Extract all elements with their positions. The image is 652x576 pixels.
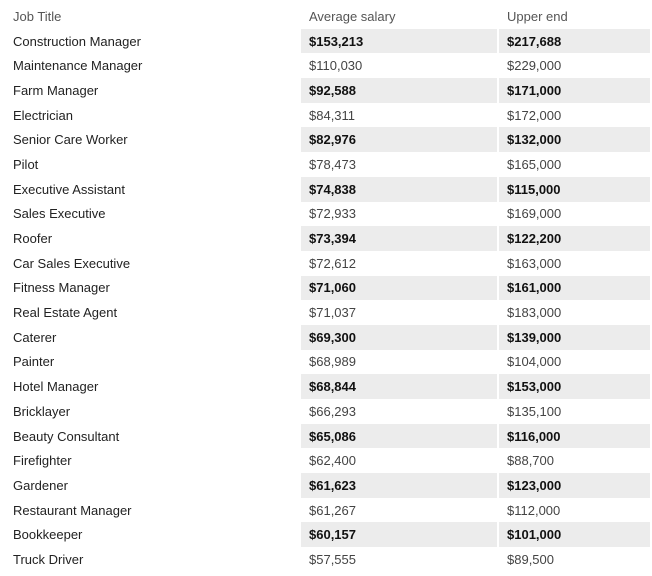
upper-end-cell: $217,688 bbox=[497, 29, 650, 54]
job-title-cell: Hotel Manager bbox=[5, 374, 299, 399]
table-row bbox=[5, 350, 650, 375]
table-row bbox=[5, 78, 650, 103]
average-salary-cell: $69,300 bbox=[299, 325, 497, 350]
column-header-upper-end: Upper end bbox=[497, 4, 650, 29]
job-title-cell: Pilot bbox=[13, 156, 39, 172]
upper-end-cell: $123,000 bbox=[497, 473, 650, 498]
upper-end-cell: $132,000 bbox=[497, 127, 650, 152]
table-row bbox=[5, 448, 650, 473]
column-header-job-title: Job Title bbox=[5, 4, 299, 29]
average-salary-cell: $65,086 bbox=[299, 424, 497, 449]
upper-end-cell: $169,000 bbox=[497, 202, 650, 227]
table-row bbox=[5, 202, 650, 227]
table-body bbox=[5, 29, 650, 572]
upper-end-cell: $183,000 bbox=[497, 300, 650, 325]
average-salary-cell: $66,293 bbox=[299, 399, 497, 424]
upper-end-cell: $135,100 bbox=[497, 399, 650, 424]
job-title-cell: Firefighter bbox=[13, 453, 72, 469]
job-title-cell: Restaurant Manager bbox=[13, 502, 132, 518]
average-salary-cell: $78,473 bbox=[299, 152, 497, 177]
upper-end-cell: $165,000 bbox=[497, 152, 650, 177]
average-salary-cell: $57,555 bbox=[299, 547, 497, 572]
job-title-cell: Executive Assistant bbox=[5, 177, 299, 202]
table-row bbox=[5, 424, 650, 449]
table-row bbox=[5, 473, 650, 498]
job-title-cell: Sales Executive bbox=[13, 206, 106, 222]
job-title-cell: Bookkeeper bbox=[5, 522, 299, 547]
average-salary-cell: $84,311 bbox=[299, 103, 497, 128]
job-title-cell: Senior Care Worker bbox=[5, 127, 299, 152]
table-row bbox=[5, 251, 650, 276]
upper-end-cell: $112,000 bbox=[497, 498, 650, 523]
upper-end-cell: $89,500 bbox=[497, 547, 650, 572]
upper-end-cell: $161,000 bbox=[497, 276, 650, 301]
average-salary-cell: $72,612 bbox=[299, 251, 497, 276]
average-salary-cell: $60,157 bbox=[299, 522, 497, 547]
upper-end-cell: $122,200 bbox=[497, 226, 650, 251]
table-header-row bbox=[5, 4, 650, 29]
average-salary-cell: $73,394 bbox=[299, 226, 497, 251]
job-title-cell: Painter bbox=[13, 354, 55, 370]
upper-end-cell: $104,000 bbox=[497, 350, 650, 375]
table-row bbox=[5, 547, 650, 572]
job-title-cell: Real Estate Agent bbox=[13, 305, 118, 321]
job-title-cell: Truck Driver bbox=[13, 551, 84, 567]
job-title-cell: Farm Manager bbox=[5, 78, 299, 103]
job-title-cell: Car Sales Executive bbox=[13, 255, 131, 271]
average-salary-cell: $61,623 bbox=[299, 473, 497, 498]
upper-end-cell: $163,000 bbox=[497, 251, 650, 276]
job-title-cell: Maintenance Manager bbox=[13, 58, 143, 74]
upper-end-cell: $101,000 bbox=[497, 522, 650, 547]
table-row bbox=[5, 522, 650, 547]
upper-end-cell: $172,000 bbox=[497, 103, 650, 128]
table-row bbox=[5, 276, 650, 301]
average-salary-cell: $92,588 bbox=[299, 78, 497, 103]
upper-end-cell: $116,000 bbox=[497, 424, 650, 449]
table-row bbox=[5, 103, 650, 128]
table-row bbox=[5, 374, 650, 399]
salary-table bbox=[5, 4, 650, 572]
table-row bbox=[5, 152, 650, 177]
job-title-cell: Caterer bbox=[5, 325, 299, 350]
job-title-cell: Beauty Consultant bbox=[5, 424, 299, 449]
table-row bbox=[5, 300, 650, 325]
upper-end-cell: $139,000 bbox=[497, 325, 650, 350]
column-header-average-salary: Average salary bbox=[299, 4, 497, 29]
upper-end-cell: $88,700 bbox=[497, 448, 650, 473]
upper-end-cell: $171,000 bbox=[497, 78, 650, 103]
upper-end-cell: $115,000 bbox=[497, 177, 650, 202]
job-title-cell: Fitness Manager bbox=[5, 276, 299, 301]
table-row bbox=[5, 127, 650, 152]
upper-end-cell: $153,000 bbox=[497, 374, 650, 399]
table-row bbox=[5, 498, 650, 523]
upper-end-cell: $229,000 bbox=[497, 53, 650, 78]
table-row bbox=[5, 226, 650, 251]
table-row bbox=[5, 399, 650, 424]
average-salary-cell: $72,933 bbox=[299, 202, 497, 227]
average-salary-cell: $68,989 bbox=[299, 350, 497, 375]
average-salary-cell: $71,060 bbox=[299, 276, 497, 301]
average-salary-cell: $74,838 bbox=[299, 177, 497, 202]
average-salary-cell: $110,030 bbox=[299, 53, 497, 78]
average-salary-cell: $61,267 bbox=[299, 498, 497, 523]
job-title-cell: Electrician bbox=[13, 107, 73, 123]
job-title-cell: Construction Manager bbox=[5, 29, 299, 54]
average-salary-cell: $153,213 bbox=[299, 29, 497, 54]
job-title-cell: Bricklayer bbox=[13, 403, 71, 419]
average-salary-cell: $62,400 bbox=[299, 448, 497, 473]
table-row bbox=[5, 177, 650, 202]
job-title-cell: Roofer bbox=[5, 226, 299, 251]
average-salary-cell: $82,976 bbox=[299, 127, 497, 152]
table-row bbox=[5, 53, 650, 78]
average-salary-cell: $71,037 bbox=[299, 300, 497, 325]
table-row bbox=[5, 29, 650, 54]
job-title-cell: Gardener bbox=[5, 473, 299, 498]
average-salary-cell: $68,844 bbox=[299, 374, 497, 399]
table-row bbox=[5, 325, 650, 350]
